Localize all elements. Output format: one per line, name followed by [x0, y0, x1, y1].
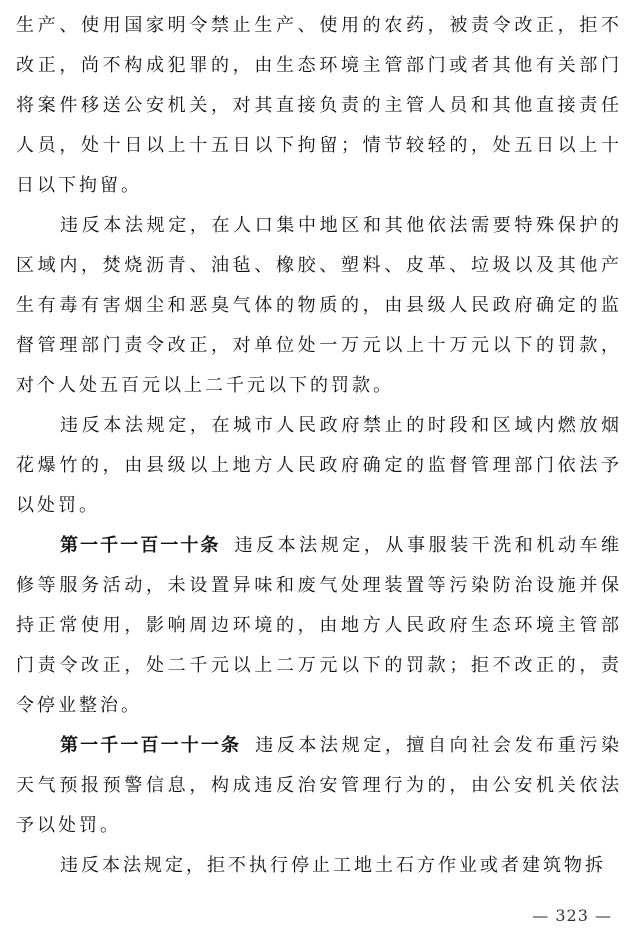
document-body	[16, 6, 622, 886]
article-text: 违反本法规定，擅自向社会发布重污染天气预报预警信息，构成违反治安管理行为的，由公安机关依法予以处罚。	[16, 735, 623, 836]
paragraph-text: 生产、使用国家明令禁止生产、使用的农药，被责令改正，拒不改正，尚不构成犯罪的，由生态环境主管部门或者其他有关部门将案件移送公安机关，对其直接负责的主管人员和其他直接责任人员，处十日以上十五日以下拘留；情节较轻的，处五日以上十日以下拘留。	[16, 15, 622, 196]
article-1111	[16, 726, 622, 846]
page-number: — 323 —	[532, 906, 612, 925]
paragraph-text: 违反本法规定，拒不执行停止工地土石方作业或者建筑物拆	[60, 855, 606, 876]
paragraph-burning-penalty	[16, 206, 622, 406]
article-title: 第一千一百一十一条	[60, 735, 242, 756]
article-title: 第一千一百一十条	[60, 535, 221, 556]
paragraph-text: 违反本法规定，在人口集中地区和其他依法需要特殊保护的区域内，焚烧沥青、油毡、橡胶、塑料、皮革、垃圾以及其他产生有毒有害烟尘和恶臭气体的物质的，由县级人民政府确定的监督管理部门责令改正，对单位处一万元以上十万元以下的罚款，对个人处五百元以上二千元以下的罚款。	[16, 215, 622, 396]
paragraph-earthwork-penalty	[16, 846, 622, 886]
paragraph-fireworks-penalty	[16, 406, 622, 526]
paragraph-text: 违反本法规定，在城市人民政府禁止的时段和区域内燃放烟花爆竹的，由县级以上地方人民政府确定的监督管理部门依法予以处罚。	[16, 415, 622, 516]
article-1110	[16, 526, 622, 726]
paragraph-pesticide-penalty	[16, 6, 622, 206]
article-text: 违反本法规定，从事服装干洗和机动车维修等服务活动，未设置异味和废气处理装置等污染防治设施并保持正常使用，影响周边环境的，由地方人民政府生态环境主管部门责令改正，处二千元以上二万元以下的罚款；拒不改正的，责令停业整治。	[16, 535, 623, 716]
